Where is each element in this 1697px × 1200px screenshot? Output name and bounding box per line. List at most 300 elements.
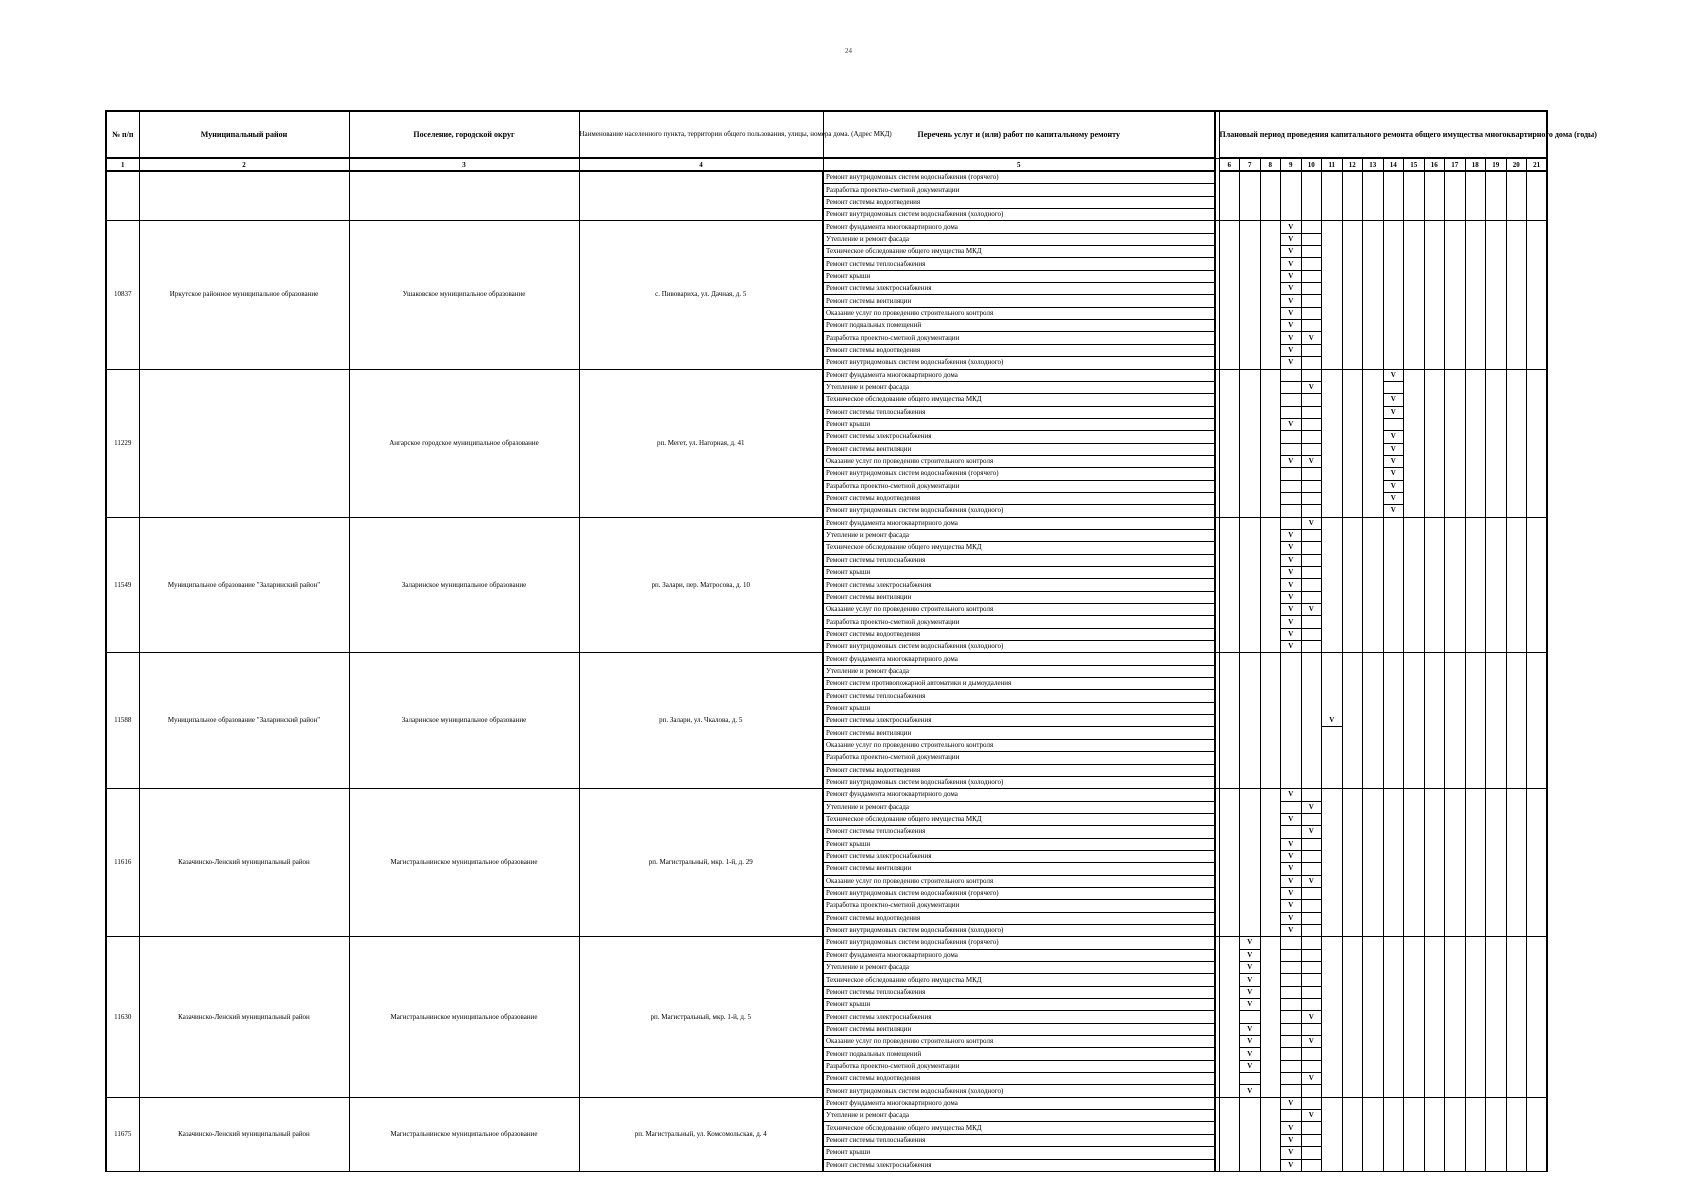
year-cell bbox=[1404, 468, 1425, 480]
year-mark: V bbox=[1301, 1073, 1322, 1085]
work-item: Ремонт фундамента многоквартирного дома bbox=[823, 517, 1215, 529]
year-cell bbox=[1486, 776, 1507, 788]
year-cell bbox=[1363, 702, 1384, 714]
year-cell bbox=[1404, 246, 1425, 258]
year-cell bbox=[1486, 949, 1507, 961]
year-cell bbox=[1445, 1060, 1466, 1072]
year-cell bbox=[1363, 813, 1384, 825]
year-cell bbox=[1342, 320, 1363, 332]
year-cell bbox=[1363, 715, 1384, 727]
year-cell bbox=[1301, 838, 1322, 850]
year-cell bbox=[1527, 1134, 1548, 1146]
year-cell bbox=[1486, 258, 1507, 270]
year-cell bbox=[1404, 542, 1425, 554]
year-cell bbox=[1322, 887, 1343, 899]
year-cell bbox=[1219, 209, 1240, 221]
year-mark: V bbox=[1240, 999, 1261, 1011]
year-cell bbox=[1424, 332, 1445, 344]
year-cell bbox=[1240, 1097, 1261, 1109]
year-cell bbox=[1219, 591, 1240, 603]
year-cell bbox=[1465, 690, 1486, 702]
header-period: Плановый период проведения капитального ремонта общего имущества многоквартирного дома (годы) bbox=[1219, 111, 1547, 158]
year-cell bbox=[1404, 1097, 1425, 1109]
column-number: 5 bbox=[823, 158, 1215, 171]
year-cell bbox=[1445, 196, 1466, 208]
year-cell bbox=[1240, 1122, 1261, 1134]
year-cell bbox=[1260, 826, 1281, 838]
year-cell bbox=[1506, 418, 1527, 430]
year-cell bbox=[1465, 357, 1486, 369]
year-cell bbox=[1424, 455, 1445, 467]
work-item: Разработка проектно-сметной документации bbox=[823, 480, 1215, 492]
year-cell bbox=[1465, 776, 1486, 788]
year-cell bbox=[1342, 517, 1363, 529]
year-cell bbox=[1527, 1085, 1548, 1097]
year-cell bbox=[1301, 443, 1322, 455]
year-cell bbox=[1383, 591, 1404, 603]
year-cell bbox=[1527, 1073, 1548, 1085]
year-cell bbox=[1486, 715, 1507, 727]
year-cell bbox=[1301, 715, 1322, 727]
year-cell bbox=[1260, 567, 1281, 579]
year-cell bbox=[1486, 369, 1507, 381]
year-cell bbox=[1445, 1147, 1466, 1159]
year-cell bbox=[1404, 850, 1425, 862]
work-item: Ремонт системы водоотведения bbox=[823, 196, 1215, 208]
year-cell bbox=[1219, 604, 1240, 616]
table-row bbox=[106, 517, 1547, 529]
year-cell bbox=[1486, 1134, 1507, 1146]
year-cell bbox=[1424, 233, 1445, 245]
year-cell bbox=[1424, 678, 1445, 690]
year-cell bbox=[1404, 567, 1425, 579]
year-cell bbox=[1424, 567, 1445, 579]
year-cell bbox=[1527, 517, 1548, 529]
year-cell bbox=[1527, 209, 1548, 221]
year-cell bbox=[1219, 875, 1240, 887]
year-cell bbox=[1301, 999, 1322, 1011]
year-cell bbox=[1486, 295, 1507, 307]
year-cell bbox=[1322, 863, 1343, 875]
year-mark: V bbox=[1240, 937, 1261, 949]
year-cell bbox=[1322, 443, 1343, 455]
header-row bbox=[106, 111, 1547, 158]
year-cell bbox=[1301, 789, 1322, 801]
year-cell bbox=[1506, 505, 1527, 517]
work-item: Техническое обследование общего имущества МКД bbox=[823, 246, 1215, 258]
year-cell bbox=[1240, 616, 1261, 628]
year-cell bbox=[1506, 850, 1527, 862]
year-cell bbox=[1445, 480, 1466, 492]
work-item: Ремонт фундамента многоквартирного дома bbox=[823, 789, 1215, 801]
year-cell bbox=[1404, 999, 1425, 1011]
year-cell bbox=[1342, 789, 1363, 801]
year-cell bbox=[1506, 196, 1527, 208]
year-cell bbox=[1465, 628, 1486, 640]
year-cell bbox=[1404, 357, 1425, 369]
year-cell bbox=[1240, 505, 1261, 517]
year-mark: V bbox=[1240, 1060, 1261, 1072]
table-row bbox=[106, 789, 1547, 801]
year-cell bbox=[1383, 344, 1404, 356]
year-cell bbox=[1322, 838, 1343, 850]
work-item: Ремонт системы электроснабжения bbox=[823, 1159, 1215, 1171]
year-cell bbox=[1445, 665, 1466, 677]
year-cell bbox=[1322, 616, 1343, 628]
year-cell bbox=[1404, 826, 1425, 838]
year-cell bbox=[1301, 184, 1322, 196]
year-cell bbox=[1527, 962, 1548, 974]
year-cell bbox=[1465, 986, 1486, 998]
year-cell bbox=[1404, 900, 1425, 912]
year-cell bbox=[1506, 690, 1527, 702]
year-cell bbox=[1445, 789, 1466, 801]
year-cell bbox=[1383, 554, 1404, 566]
year-cell bbox=[1527, 455, 1548, 467]
year-mark: V bbox=[1281, 912, 1302, 924]
year-mark: V bbox=[1301, 826, 1322, 838]
year-cell bbox=[1219, 863, 1240, 875]
year-cell bbox=[1240, 591, 1261, 603]
year-cell bbox=[1506, 455, 1527, 467]
year-cell bbox=[1424, 752, 1445, 764]
column-number-row bbox=[106, 158, 1547, 171]
work-item: Ремонт системы вентиляции bbox=[823, 295, 1215, 307]
year-cell bbox=[1424, 270, 1445, 282]
year-cell bbox=[1486, 431, 1507, 443]
year-cell bbox=[1322, 752, 1343, 764]
year-cell bbox=[1301, 357, 1322, 369]
year-cell bbox=[1363, 1159, 1384, 1171]
year-cell bbox=[1301, 1147, 1322, 1159]
year-cell bbox=[1260, 850, 1281, 862]
year-cell bbox=[1424, 221, 1445, 233]
work-item: Ремонт крыши bbox=[823, 999, 1215, 1011]
year-cell bbox=[1383, 653, 1404, 665]
year-cell bbox=[1424, 962, 1445, 974]
year-cell bbox=[1506, 653, 1527, 665]
year-cell bbox=[1342, 801, 1363, 813]
year-cell bbox=[1260, 307, 1281, 319]
year-cell bbox=[1445, 863, 1466, 875]
year-cell bbox=[1301, 320, 1322, 332]
work-item: Ремонт внутридомовых систем водоснабжения (холодного) bbox=[823, 776, 1215, 788]
address: рп. Залари, пер. Матросова, д. 10 bbox=[579, 517, 823, 653]
year-cell bbox=[1260, 801, 1281, 813]
year-cell bbox=[1363, 209, 1384, 221]
year-cell bbox=[1404, 727, 1425, 739]
year-cell bbox=[1363, 357, 1384, 369]
year-cell bbox=[1465, 789, 1486, 801]
year-cell bbox=[1363, 1147, 1384, 1159]
year-cell bbox=[1240, 776, 1261, 788]
work-item: Ремонт системы теплоснабжения bbox=[823, 826, 1215, 838]
year-cell bbox=[1260, 838, 1281, 850]
year-cell bbox=[1301, 776, 1322, 788]
year-cell bbox=[1424, 1060, 1445, 1072]
year-mark: V bbox=[1383, 480, 1404, 492]
year-cell bbox=[1465, 1134, 1486, 1146]
year-cell bbox=[1445, 1048, 1466, 1060]
year-mark: V bbox=[1281, 813, 1302, 825]
year-cell bbox=[1445, 678, 1466, 690]
work-item: Ремонт системы теплоснабжения bbox=[823, 406, 1215, 418]
year-cell bbox=[1322, 924, 1343, 936]
year-cell bbox=[1363, 1023, 1384, 1035]
year-cell bbox=[1342, 1036, 1363, 1048]
year-cell bbox=[1219, 529, 1240, 541]
year-cell bbox=[1363, 480, 1384, 492]
year-cell bbox=[1383, 900, 1404, 912]
year-cell bbox=[1322, 974, 1343, 986]
year-cell bbox=[1322, 776, 1343, 788]
year-cell bbox=[1260, 604, 1281, 616]
year-cell bbox=[1465, 702, 1486, 714]
year-cell bbox=[1322, 1122, 1343, 1134]
work-item: Техническое обследование общего имущества МКД bbox=[823, 542, 1215, 554]
year-number: 14 bbox=[1383, 158, 1404, 171]
year-cell bbox=[1219, 258, 1240, 270]
year-cell bbox=[1219, 727, 1240, 739]
year-cell bbox=[1322, 418, 1343, 430]
year-cell bbox=[1322, 1147, 1343, 1159]
year-cell bbox=[1219, 653, 1240, 665]
year-cell bbox=[1301, 962, 1322, 974]
year-cell bbox=[1445, 529, 1466, 541]
year-cell bbox=[1322, 1097, 1343, 1109]
year-cell bbox=[1281, 196, 1302, 208]
year-cell bbox=[1342, 1060, 1363, 1072]
address: рп. Мегет, ул. Нагорная, д. 41 bbox=[579, 369, 823, 517]
year-cell bbox=[1486, 739, 1507, 751]
year-cell bbox=[1240, 381, 1261, 393]
work-item: Ремонт крыши bbox=[823, 702, 1215, 714]
year-cell bbox=[1301, 171, 1322, 184]
year-cell bbox=[1506, 702, 1527, 714]
year-cell bbox=[1219, 406, 1240, 418]
year-cell bbox=[1486, 443, 1507, 455]
year-cell bbox=[1404, 739, 1425, 751]
year-cell bbox=[1506, 381, 1527, 393]
year-cell bbox=[1240, 665, 1261, 677]
year-cell bbox=[1527, 776, 1548, 788]
year-cell bbox=[1240, 418, 1261, 430]
year-cell bbox=[1240, 258, 1261, 270]
year-cell bbox=[1486, 505, 1507, 517]
year-cell bbox=[1281, 678, 1302, 690]
year-cell bbox=[1260, 875, 1281, 887]
year-cell bbox=[1363, 986, 1384, 998]
year-cell bbox=[1240, 912, 1261, 924]
year-cell bbox=[1219, 542, 1240, 554]
year-cell bbox=[1363, 283, 1384, 295]
year-cell bbox=[1527, 295, 1548, 307]
year-cell bbox=[1301, 344, 1322, 356]
year-cell bbox=[1424, 900, 1445, 912]
year-cell bbox=[1404, 320, 1425, 332]
year-cell bbox=[1486, 850, 1507, 862]
year-cell bbox=[1486, 171, 1507, 184]
year-cell bbox=[1260, 233, 1281, 245]
year-cell bbox=[1527, 418, 1548, 430]
year-cell bbox=[1363, 492, 1384, 504]
year-cell bbox=[1281, 505, 1302, 517]
year-cell bbox=[1342, 838, 1363, 850]
year-cell bbox=[1486, 986, 1507, 998]
year-cell bbox=[1260, 184, 1281, 196]
year-cell bbox=[1383, 1122, 1404, 1134]
year-cell bbox=[1424, 999, 1445, 1011]
year-cell bbox=[1404, 233, 1425, 245]
year-cell bbox=[1506, 875, 1527, 887]
year-cell bbox=[1445, 1122, 1466, 1134]
table-body bbox=[106, 171, 1547, 1171]
year-cell bbox=[1424, 924, 1445, 936]
year-cell bbox=[1465, 209, 1486, 221]
year-cell bbox=[1527, 1147, 1548, 1159]
year-cell bbox=[1260, 246, 1281, 258]
year-cell bbox=[1445, 715, 1466, 727]
year-cell bbox=[1465, 1110, 1486, 1122]
year-cell bbox=[1506, 591, 1527, 603]
year-cell bbox=[1322, 1060, 1343, 1072]
year-cell bbox=[1301, 468, 1322, 480]
year-cell bbox=[1486, 283, 1507, 295]
year-cell bbox=[1445, 962, 1466, 974]
year-cell bbox=[1322, 369, 1343, 381]
year-cell bbox=[1363, 900, 1384, 912]
year-cell bbox=[1301, 1122, 1322, 1134]
year-cell bbox=[1342, 641, 1363, 653]
year-cell bbox=[1383, 295, 1404, 307]
year-cell bbox=[1219, 357, 1240, 369]
year-cell bbox=[1240, 307, 1261, 319]
year-cell bbox=[1404, 838, 1425, 850]
year-cell bbox=[1404, 184, 1425, 196]
year-cell bbox=[1506, 665, 1527, 677]
year-cell bbox=[1363, 505, 1384, 517]
year-cell bbox=[1322, 739, 1343, 751]
year-cell bbox=[1506, 838, 1527, 850]
year-cell bbox=[1219, 887, 1240, 899]
year-cell bbox=[1260, 962, 1281, 974]
year-cell bbox=[1363, 628, 1384, 640]
header-settlement: Поселение, городской округ bbox=[349, 111, 579, 158]
work-item: Ремонт внутридомовых систем водоснабжения (холодного) bbox=[823, 641, 1215, 653]
year-cell bbox=[1322, 678, 1343, 690]
year-mark: V bbox=[1281, 357, 1302, 369]
year-cell bbox=[1281, 715, 1302, 727]
year-cell bbox=[1219, 776, 1240, 788]
year-cell bbox=[1363, 1048, 1384, 1060]
year-cell bbox=[1219, 1097, 1240, 1109]
year-cell bbox=[1506, 999, 1527, 1011]
year-cell bbox=[1322, 171, 1343, 184]
year-cell bbox=[1363, 369, 1384, 381]
year-cell bbox=[1527, 937, 1548, 949]
year-cell bbox=[1445, 517, 1466, 529]
year-cell bbox=[1383, 616, 1404, 628]
year-cell bbox=[1465, 529, 1486, 541]
year-cell bbox=[1281, 209, 1302, 221]
year-cell bbox=[1465, 480, 1486, 492]
year-cell bbox=[1363, 443, 1384, 455]
year-mark: V bbox=[1281, 850, 1302, 862]
year-cell bbox=[1342, 715, 1363, 727]
year-cell bbox=[1301, 567, 1322, 579]
year-mark: V bbox=[1383, 455, 1404, 467]
year-cell bbox=[1506, 641, 1527, 653]
year-cell bbox=[1527, 1060, 1548, 1072]
year-cell bbox=[1383, 517, 1404, 529]
table-row bbox=[106, 221, 1547, 233]
year-cell bbox=[1527, 801, 1548, 813]
year-mark: V bbox=[1383, 406, 1404, 418]
year-cell bbox=[1363, 394, 1384, 406]
year-cell bbox=[1404, 431, 1425, 443]
year-cell bbox=[1342, 1122, 1363, 1134]
year-cell bbox=[1260, 764, 1281, 776]
year-cell bbox=[1363, 455, 1384, 467]
work-item: Ремонт внутридомовых систем водоснабжения (холодного) bbox=[823, 924, 1215, 936]
year-cell bbox=[1445, 209, 1466, 221]
year-cell bbox=[1301, 974, 1322, 986]
district: Казачинско-Ленский муниципальный район bbox=[139, 937, 349, 1097]
year-cell bbox=[1342, 924, 1363, 936]
year-cell bbox=[1445, 986, 1466, 998]
year-cell bbox=[1424, 480, 1445, 492]
work-item: Ремонт внутридомовых систем водоснабжения (холодного) bbox=[823, 209, 1215, 221]
year-cell bbox=[1383, 171, 1404, 184]
year-cell bbox=[1445, 443, 1466, 455]
table-row bbox=[106, 369, 1547, 381]
year-cell bbox=[1342, 863, 1363, 875]
year-cell bbox=[1383, 776, 1404, 788]
year-cell bbox=[1322, 1134, 1343, 1146]
year-cell bbox=[1301, 702, 1322, 714]
year-cell bbox=[1322, 332, 1343, 344]
work-item: Разработка проектно-сметной документации bbox=[823, 1060, 1215, 1072]
year-cell bbox=[1383, 715, 1404, 727]
year-cell bbox=[1527, 949, 1548, 961]
year-cell bbox=[1383, 1159, 1404, 1171]
year-cell bbox=[1506, 715, 1527, 727]
year-cell bbox=[1322, 209, 1343, 221]
year-cell bbox=[1322, 962, 1343, 974]
year-cell bbox=[1322, 949, 1343, 961]
year-cell bbox=[1424, 1134, 1445, 1146]
year-cell bbox=[1342, 974, 1363, 986]
year-cell bbox=[1240, 653, 1261, 665]
year-cell bbox=[1424, 579, 1445, 591]
year-cell bbox=[1445, 1159, 1466, 1171]
year-cell bbox=[1342, 344, 1363, 356]
year-cell bbox=[1240, 517, 1261, 529]
year-cell bbox=[1465, 962, 1486, 974]
year-mark: V bbox=[1383, 505, 1404, 517]
year-cell bbox=[1527, 357, 1548, 369]
year-cell bbox=[1342, 653, 1363, 665]
year-cell bbox=[1527, 1097, 1548, 1109]
year-cell bbox=[1219, 715, 1240, 727]
year-cell bbox=[1404, 813, 1425, 825]
year-number: 12 bbox=[1342, 158, 1363, 171]
year-cell bbox=[1363, 1097, 1384, 1109]
year-cell bbox=[1527, 431, 1548, 443]
year-cell bbox=[1465, 813, 1486, 825]
year-cell bbox=[1240, 863, 1261, 875]
year-mark: V bbox=[1240, 1023, 1261, 1035]
